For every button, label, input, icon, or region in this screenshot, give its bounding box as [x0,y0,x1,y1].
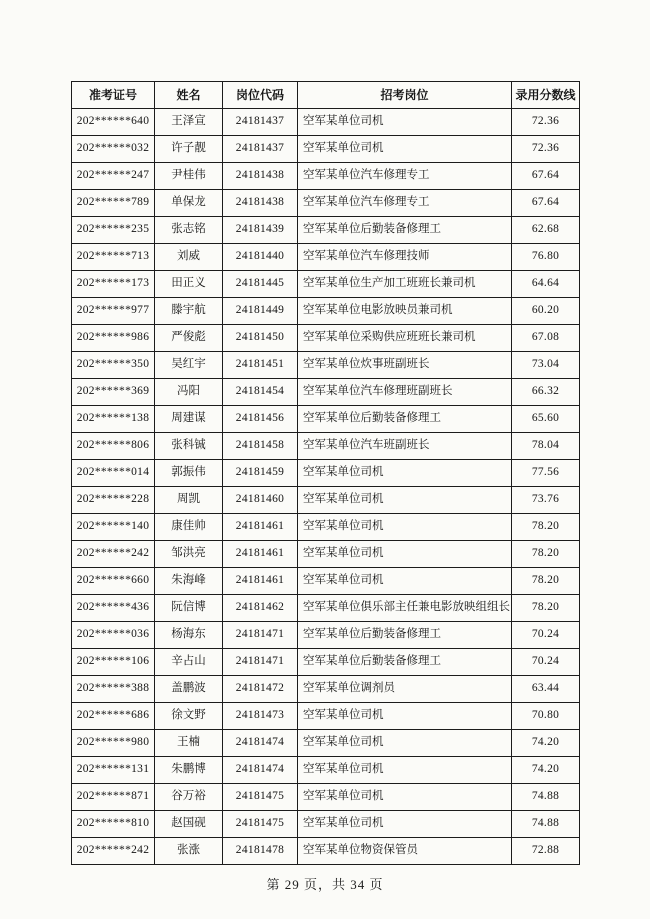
cell-ticket: 202******388 [72,676,155,703]
cell-position: 空军某单位后勤装备修理工 [298,622,512,649]
column-header-code: 岗位代码 [223,82,298,109]
cell-position: 空军某单位汽车修理专工 [298,190,512,217]
cell-code: 24181451 [223,352,298,379]
column-header-ticket: 准考证号 [72,82,155,109]
cell-score: 74.20 [512,757,580,784]
cell-code: 24181454 [223,379,298,406]
column-header-position: 招考岗位 [298,82,512,109]
cell-score: 70.80 [512,703,580,730]
table-row [72,703,580,730]
cell-name: 杨海东 [155,622,223,649]
table-row [72,460,580,487]
cell-ticket: 202******228 [72,487,155,514]
cell-position: 空军某单位采购供应班班长兼司机 [298,325,512,352]
table-row [72,622,580,649]
cell-ticket: 202******871 [72,784,155,811]
table-row [72,352,580,379]
cell-position: 空军某单位司机 [298,811,512,838]
cell-code: 24181471 [223,649,298,676]
table-row [72,541,580,568]
table-header-row [72,82,580,109]
cell-position: 空军某单位后勤装备修理工 [298,406,512,433]
table-row [72,325,580,352]
cell-code: 24181474 [223,730,298,757]
cell-position: 空军某单位司机 [298,460,512,487]
cell-name: 周建谋 [155,406,223,433]
cell-code: 24181459 [223,460,298,487]
cell-ticket: 202******014 [72,460,155,487]
cell-position: 空军某单位汽车修理专工 [298,163,512,190]
cell-ticket: 202******806 [72,433,155,460]
cell-position: 空军某单位司机 [298,757,512,784]
cell-name: 冯阳 [155,379,223,406]
cell-name: 张科铖 [155,433,223,460]
cell-ticket: 202******713 [72,244,155,271]
cell-position: 空军某单位司机 [298,568,512,595]
cell-position: 空军某单位物资保管员 [298,838,512,865]
cell-name: 王楠 [155,730,223,757]
cell-position: 空军某单位司机 [298,784,512,811]
cell-name: 王泽宣 [155,109,223,136]
table-row [72,730,580,757]
cell-ticket: 202******140 [72,514,155,541]
cell-position: 空军某单位后勤装备修理工 [298,217,512,244]
cell-code: 24181439 [223,217,298,244]
cell-code: 24181449 [223,298,298,325]
table-row [72,487,580,514]
cell-score: 64.64 [512,271,580,298]
column-header-score: 录用分数线 [512,82,580,109]
cell-name: 周凯 [155,487,223,514]
cell-score: 72.36 [512,109,580,136]
cell-code: 24181440 [223,244,298,271]
table-row [72,190,580,217]
table-row [72,379,580,406]
cell-score: 76.80 [512,244,580,271]
cell-code: 24181458 [223,433,298,460]
cell-position: 空军某单位调剂员 [298,676,512,703]
cell-ticket: 202******686 [72,703,155,730]
cell-name: 赵国砚 [155,811,223,838]
cell-code: 24181437 [223,109,298,136]
column-header-name: 姓名 [155,82,223,109]
cell-score: 73.04 [512,352,580,379]
cell-position: 空军某单位电影放映员兼司机 [298,298,512,325]
table-row [72,109,580,136]
cell-code: 24181437 [223,136,298,163]
cell-score: 78.20 [512,568,580,595]
cell-ticket: 202******986 [72,325,155,352]
table-row [72,649,580,676]
cell-ticket: 202******173 [72,271,155,298]
table-row [72,298,580,325]
cell-score: 70.24 [512,622,580,649]
cell-ticket: 202******106 [72,649,155,676]
cell-position: 空军某单位汽车修理技师 [298,244,512,271]
cell-ticket: 202******436 [72,595,155,622]
cell-ticket: 202******242 [72,541,155,568]
cell-code: 24181475 [223,784,298,811]
cell-position: 空军某单位司机 [298,730,512,757]
cell-position: 空军某单位司机 [298,703,512,730]
cell-name: 徐文野 [155,703,223,730]
cell-score: 72.88 [512,838,580,865]
cell-code: 24181474 [223,757,298,784]
cell-name: 严俊彪 [155,325,223,352]
cell-position: 空军某单位司机 [298,487,512,514]
cell-ticket: 202******980 [72,730,155,757]
table-row [72,217,580,244]
cell-score: 60.20 [512,298,580,325]
cell-score: 67.64 [512,190,580,217]
cell-position: 空军某单位俱乐部主任兼电影放映组组长 [298,595,512,622]
cell-code: 24181472 [223,676,298,703]
table-row [72,676,580,703]
cell-ticket: 202******789 [72,190,155,217]
cell-name: 滕宇航 [155,298,223,325]
cell-name: 刘威 [155,244,223,271]
cell-code: 24181461 [223,514,298,541]
cell-code: 24181438 [223,163,298,190]
cell-score: 62.68 [512,217,580,244]
cell-ticket: 202******350 [72,352,155,379]
table-row [72,244,580,271]
table-row [72,271,580,298]
cell-code: 24181462 [223,595,298,622]
cell-ticket: 202******235 [72,217,155,244]
cell-score: 65.60 [512,406,580,433]
cell-position: 空军某单位汽车修理班副班长 [298,379,512,406]
cell-name: 张志铭 [155,217,223,244]
cell-code: 24181471 [223,622,298,649]
cell-name: 许子靓 [155,136,223,163]
cell-name: 朱海峰 [155,568,223,595]
table-row [72,163,580,190]
cell-score: 74.88 [512,811,580,838]
cell-position: 空军某单位司机 [298,514,512,541]
cell-name: 康佳帅 [155,514,223,541]
cell-score: 78.04 [512,433,580,460]
cell-score: 78.20 [512,595,580,622]
cell-score: 77.56 [512,460,580,487]
cell-name: 朱鹏博 [155,757,223,784]
cell-name: 盖鹏波 [155,676,223,703]
cell-ticket: 202******131 [72,757,155,784]
cell-ticket: 202******138 [72,406,155,433]
cell-ticket: 202******032 [72,136,155,163]
table-row [72,433,580,460]
cell-position: 空军某单位后勤装备修理工 [298,649,512,676]
table-row [72,838,580,865]
table-row [72,784,580,811]
cell-ticket: 202******242 [72,838,155,865]
table-row [72,568,580,595]
table-body [72,109,580,865]
cell-name: 张涨 [155,838,223,865]
cell-code: 24181450 [223,325,298,352]
cell-ticket: 202******660 [72,568,155,595]
page-number-footer: 第 29 页，共 34 页 [266,877,384,892]
table-row [72,757,580,784]
cell-ticket: 202******247 [72,163,155,190]
cell-position: 空军某单位司机 [298,541,512,568]
cell-code: 24181438 [223,190,298,217]
cell-code: 24181475 [223,811,298,838]
cell-name: 阮信博 [155,595,223,622]
table-row [72,811,580,838]
cell-score: 72.36 [512,136,580,163]
cell-position: 空军某单位汽车班副班长 [298,433,512,460]
cell-code: 24181478 [223,838,298,865]
admission-score-table [71,81,580,865]
cell-position: 空军某单位生产加工班班长兼司机 [298,271,512,298]
table-row [72,514,580,541]
cell-score: 63.44 [512,676,580,703]
cell-ticket: 202******810 [72,811,155,838]
cell-score: 78.20 [512,514,580,541]
cell-score: 67.08 [512,325,580,352]
cell-ticket: 202******640 [72,109,155,136]
cell-name: 谷万裕 [155,784,223,811]
cell-name: 辛占山 [155,649,223,676]
table-row [72,406,580,433]
cell-position: 空军某单位司机 [298,136,512,163]
cell-code: 24181456 [223,406,298,433]
cell-name: 尹桂伟 [155,163,223,190]
cell-score: 74.88 [512,784,580,811]
cell-score: 78.20 [512,541,580,568]
cell-position: 空军某单位炊事班副班长 [298,352,512,379]
cell-score: 70.24 [512,649,580,676]
cell-name: 田正义 [155,271,223,298]
cell-name: 单保龙 [155,190,223,217]
cell-name: 邹洪亮 [155,541,223,568]
cell-ticket: 202******977 [72,298,155,325]
cell-score: 73.76 [512,487,580,514]
table-row [72,136,580,163]
cell-score: 74.20 [512,730,580,757]
cell-ticket: 202******036 [72,622,155,649]
cell-ticket: 202******369 [72,379,155,406]
cell-code: 24181460 [223,487,298,514]
cell-code: 24181445 [223,271,298,298]
cell-score: 67.64 [512,163,580,190]
cell-position: 空军某单位司机 [298,109,512,136]
cell-code: 24181461 [223,541,298,568]
cell-name: 郭振伟 [155,460,223,487]
cell-code: 24181473 [223,703,298,730]
table-row [72,595,580,622]
cell-code: 24181461 [223,568,298,595]
cell-score: 66.32 [512,379,580,406]
cell-name: 吴红宇 [155,352,223,379]
